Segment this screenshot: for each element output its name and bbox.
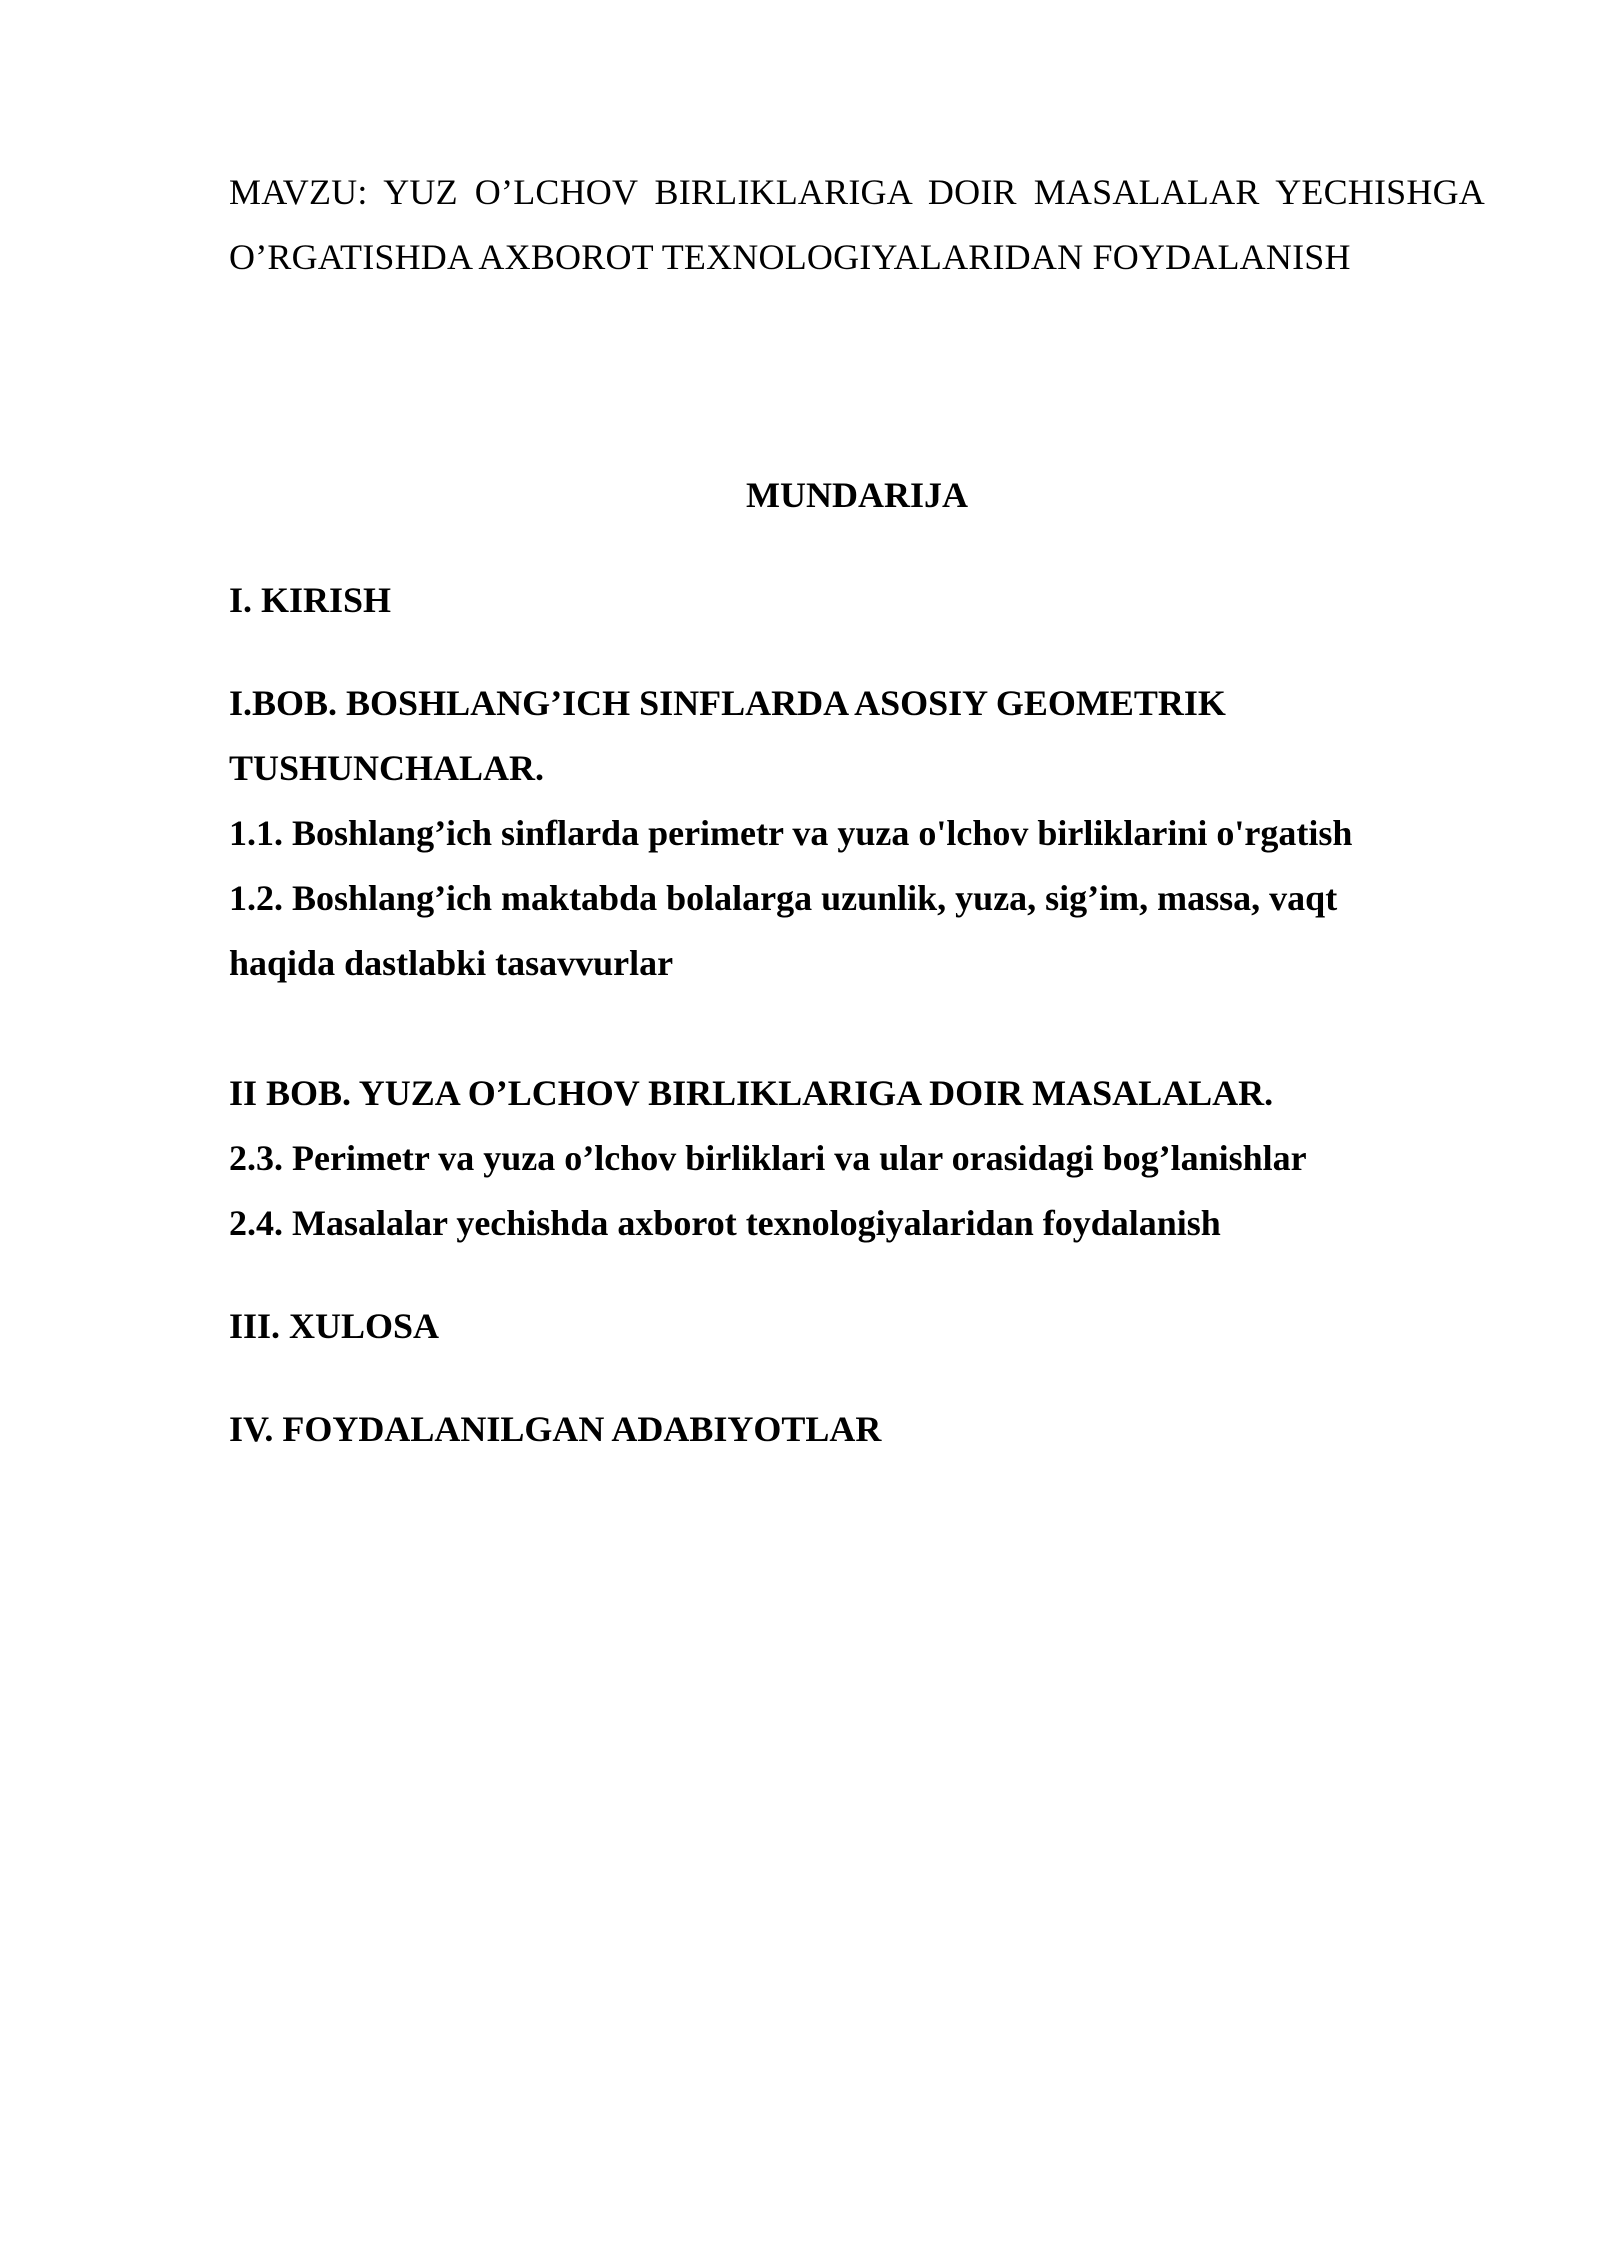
toc-chapter1-line1: I.BOB. BOSHLANG’ICH SINFLARDA ASOSIY GEOMETRIK: [229, 683, 1226, 723]
toc-conclusion: III. XULOSA: [229, 1306, 440, 1346]
toc-section-2-4: 2.4. Masalalar yechishda axborot texnologiyalaridan foydalanish: [229, 1203, 1221, 1243]
document-title: MAVZU: YUZ O’LCHOV BIRLIKLARIGA DOIR MASALALAR YECHISHGA O’RGATISHDA AXBOROT TEXNOLOGIYALARIDAN FOYDALANISH: [229, 172, 1485, 277]
toc-section-1-1: 1.1. Boshlang’ich sinflarda perimetr va yuza o'lchov birliklarini o'rgatish: [229, 813, 1353, 853]
toc-references: IV. FOYDALANILGAN ADABIYOTLAR: [229, 1409, 882, 1449]
contents-heading: MUNDARIJA: [746, 475, 968, 515]
toc-section-1-2-line1: 1.2. Boshlang’ich maktabda bolalarga uzunlik, yuza, sig’im, massa, vaqt: [229, 878, 1338, 918]
toc-chapter2: II BOB. YUZA O’LCHOV BIRLIKLARIGA DOIR MASALALAR.: [229, 1073, 1274, 1113]
toc-intro: I. KIRISH: [229, 580, 392, 620]
toc-section-1-2-line2: haqida dastlabki tasavvurlar: [229, 943, 674, 983]
toc-chapter1-line2: TUSHUNCHALAR.: [229, 748, 545, 788]
toc-section-2-3: 2.3. Perimetr va yuza o’lchov birliklari va ular orasidagi bog’lanishlar: [229, 1138, 1307, 1178]
